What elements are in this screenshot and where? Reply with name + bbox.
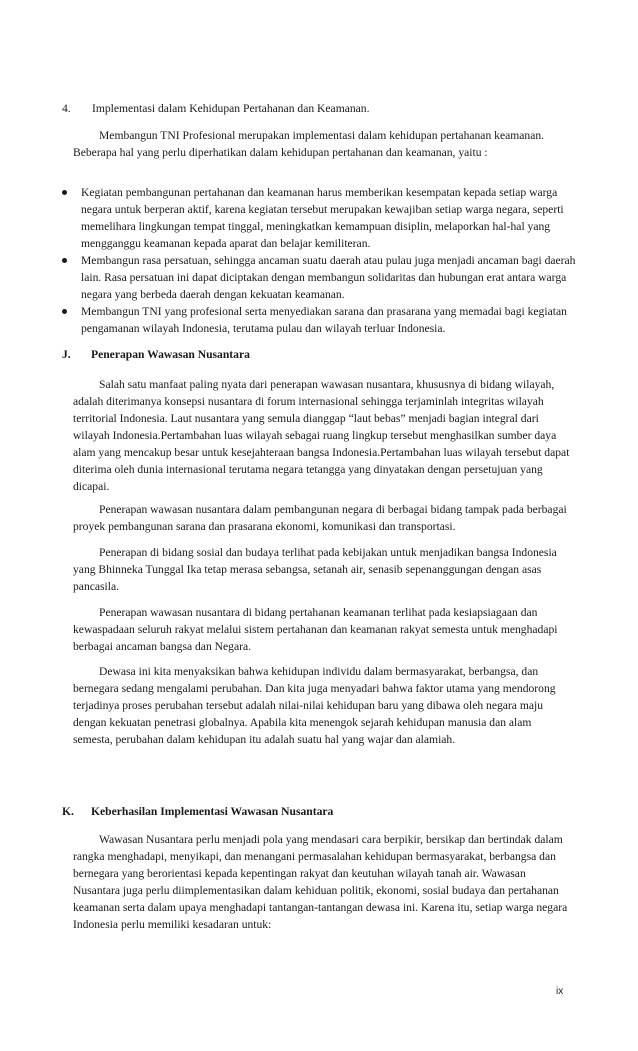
section-j-paragraph: Penerapan wawasan nusantara di bidang pertahanan keamanan terlihat pada kesiapsiagaan dan kewaspadaan seluruh rakyat melalui sistem pertahanan dan keamanan rakyat semesta untuk menghadapi berbagai ancaman bangsa dan Negara. xyxy=(73,606,558,653)
section-j-title: Penerapan Wawasan Nusantara xyxy=(91,348,250,361)
section-j-para-block xyxy=(73,501,573,535)
bullet-item xyxy=(62,252,582,303)
subsection-title: Implementasi dalam Kehidupan Pertahanan dan Keamanan. xyxy=(92,102,370,115)
section-j-paragraph: Dewasa ini kita menyaksikan bahwa kehidupan individu dalam bermasyarakat, berbangsa, dan bernegara sedang mengalami perubahan. Dan kita juga menyadari bahwa faktor utama yang mendorong terjadinya proses perubahan tersebut adalah nilai-nilai kehidupan baru yang dibawa oleh negara maju dengan kekuatan penetrasi globalnya. Apabila kita menengok sejarah kehidupan manusia dan alam semesta, perubahan dalam kehidupan itu adalah suatu hal yang wajar dan alamiah. xyxy=(73,665,556,746)
bullet-item xyxy=(62,184,582,252)
section-k-heading xyxy=(62,803,582,820)
section-k-para-block xyxy=(73,831,573,933)
bullet-icon xyxy=(62,309,67,314)
subsection-heading xyxy=(62,100,582,117)
page-number: ix xyxy=(556,986,564,997)
section-j-heading xyxy=(62,346,582,363)
section-j-para-block xyxy=(73,544,573,595)
bullet-text: Membangun TNI yang profesional serta menyediakan sarana dan prasarana yang memadai bagi kegiatan pengamanan wilayah Indonesia, terutama pulau dan wilayah terluar Indonesia. xyxy=(81,305,567,335)
section-j-paragraph: Penerapan wawasan nusantara dalam pembangunan negara di berbagai bidang tampak pada berbagai proyek pembangunan sarana dan prasarana ekonomi, komunikasi dan transportasi. xyxy=(73,503,567,533)
bullet-icon xyxy=(62,258,67,263)
bullet-list xyxy=(62,184,582,337)
bullet-text: Kegiatan pembangunan pertahanan dan keamanan harus memberikan kesempatan kepada setiap warga negara untuk berperan aktif, karena kegiatan tersebut merupakan kewajiban setiap warga negara, seperti memelihara lingkungan tempat tinggal, meningkatkan kemampuan disiplin, melaporkan hal-hal yang mengganggu keamanan kepada aparat dan belajar kemiliteran. xyxy=(81,186,564,250)
subsection-number: 4. xyxy=(62,102,71,115)
section-j-paragraph: Salah satu manfaat paling nyata dari penerapan wawasan nusantara, khususnya di bidang wilayah, adalah diterimanya konsepsi nusantara di forum internasional sehingga terjaminlah integritas wilayah territorial Indonesia. Laut nusantara yang semula dianggap “laut bebas” menjadi bagian integral dari wilayah Indonesia.Pertambahan luas wilayah sebagai ruang lingkup tersebut menghasilkan sumber daya alam yang mencakup besar untuk kesejahteraan bangsa Indonesia.Pertambahan luas wilayah tersebut dapat diterima oleh dunia internasional terutama negara tetangga yang dinyatakan dengan persetujuan yang dicapai. xyxy=(73,378,570,493)
subsection-intro-block xyxy=(73,127,573,161)
bullet-text: Membangun rasa persatuan, sehingga ancaman suatu daerah atau pulau juga menjadi ancaman bagi daerah lain. Rasa persatuan ini dapat diciptakan dengan membangun solidaritas dan hubungan erat antara warga negara yang berbeda daerah dengan kekuatan keamanan. xyxy=(81,254,576,301)
section-j-letter: J. xyxy=(62,348,71,361)
subsection-intro: Membangun TNI Profesional merupakan implementasi dalam kehidupan pertahanan keamanan. Beberapa hal yang perlu diperhatikan dalam kehidupan pertahanan dan keamanan, yaitu : xyxy=(73,129,545,159)
section-k-paragraph: Wawasan Nusantara perlu menjadi pola yang mendasari cara berpikir, bersikap dan bertindak dalam rangka menghadapi, menyikapi, dan menangani permasalahan kehidupan bermasyarakat, berbangsa dan bernegara yang berorientasi kepada kepentingan rakyat dan keutuhan wilayah tanah air. Wawasan Nusantara juga perlu diimplementasikan dalam kehiduan politik, ekonomi, sosial budaya dan pertahanan keamanan serta dalam upaya menghadapi tantangan-tantangan dewasa ini. Karena itu, setiap warga negara Indonesia perlu memiliki kesadaran untuk: xyxy=(73,833,568,931)
section-k-letter: K. xyxy=(62,805,74,818)
section-j-para-block xyxy=(73,663,573,748)
section-j-paragraph: Penerapan di bidang sosial dan budaya terlihat pada kebijakan untuk menjadikan bangsa Indonesia yang Bhinneka Tunggal Ika tetap merasa sebangsa, setanah air, senasib sepenanggungan dengan asas pancasila. xyxy=(73,546,557,593)
section-j-para-block xyxy=(73,376,573,495)
section-k-title: Keberhasilan Implementasi Wawasan Nusantara xyxy=(91,805,334,818)
bullet-icon xyxy=(62,190,67,195)
section-j-para-block xyxy=(73,604,573,655)
bullet-item xyxy=(62,303,582,337)
